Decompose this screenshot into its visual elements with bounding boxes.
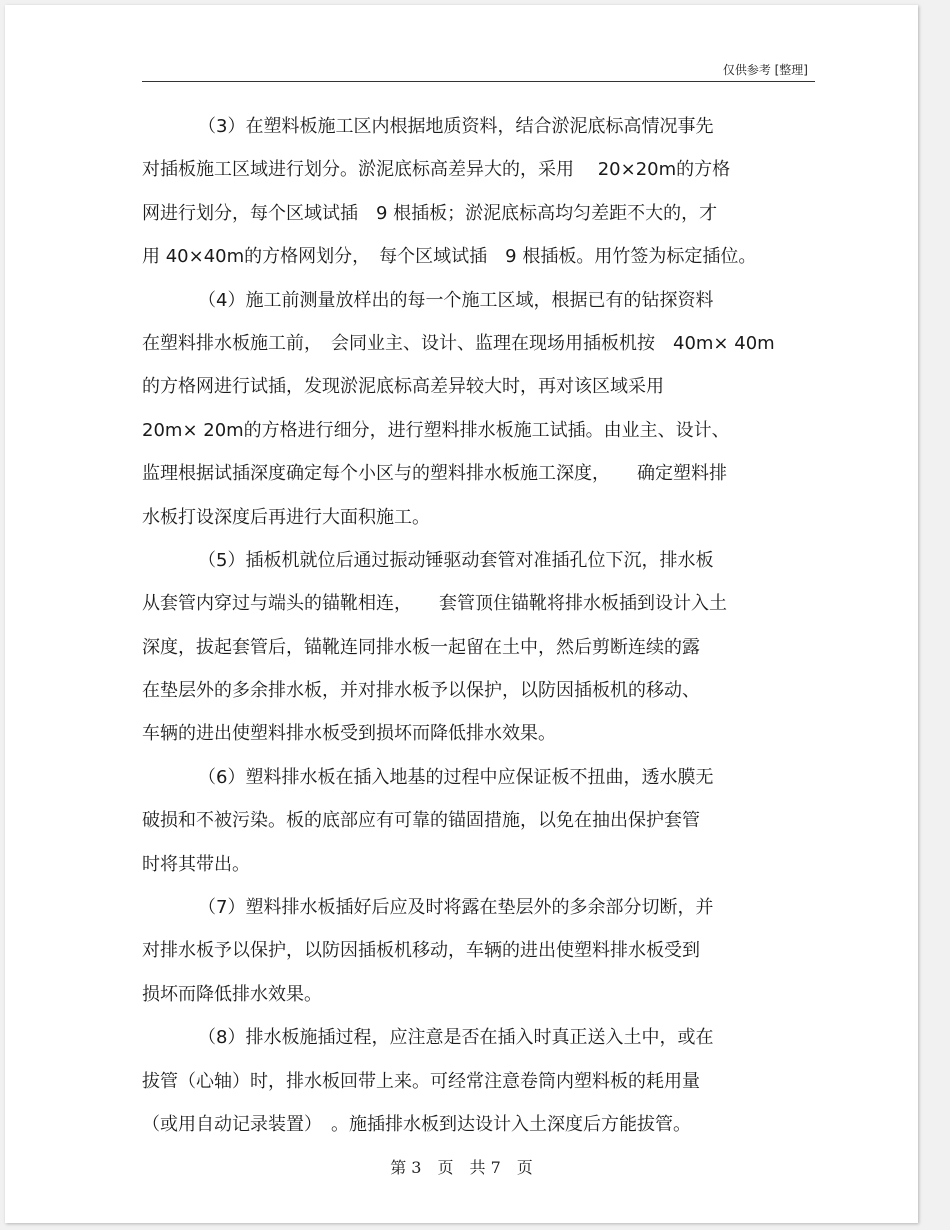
paragraph-line: 用 40×40m的方格网划分， 每个区域试插 9 根插板。用竹签为标定插位。 — [142, 246, 757, 268]
header-note: 仅供参考 [整理] — [722, 63, 808, 77]
paragraph-line: （3）在塑料板施工区内根据地质资料，结合淤泥底标高情况事先 — [198, 116, 714, 137]
paragraph-line: 的方格网进行试插，发现淤泥底标高差异较大时，再对该区域采用 — [142, 376, 664, 398]
paragraph — [142, 291, 832, 551]
paragraph-line: 深度，拔起套管后，锚靴连同排水板一起留在土中，然后剪断连续的露 — [142, 636, 700, 658]
paragraph-line: 车辆的进出使塑料排水板受到损坏而降低排水效果。 — [142, 723, 556, 745]
paragraph — [142, 117, 832, 291]
page-number: 第 3 页 共 7 页 — [390, 1158, 533, 1177]
paragraph-line: 监理根据试插深度确定每个小区与的塑料排水板施工深度， 确定塑料排 — [142, 463, 727, 485]
paragraph-line: 从套管内穿过与端头的锚靴相连， 套管顶住锚靴将排水板插到设计入土 — [142, 593, 727, 615]
paragraph-line: 在塑料排水板施工前， 会同业主、设计、监理在现场用插板机按 40m× 40m — [142, 332, 775, 354]
paragraph-line: 网进行划分，每个区域试插 9 根插板；淤泥底标高均匀差距不大的，才 — [142, 202, 718, 224]
paragraph — [142, 898, 832, 1028]
paragraph-line: （6）塑料排水板在插入地基的过程中应保证板不扭曲，透水膜无 — [198, 766, 714, 788]
paragraph-line: 对插板施工区域进行划分。淤泥底标高差异大的，采用 20×20m的方格 — [142, 159, 731, 181]
paragraph-line: 水板打设深度后再进行大面积施工。 — [142, 506, 430, 528]
document-page — [5, 5, 918, 1223]
paragraph — [142, 1028, 832, 1158]
paragraph-line: 损坏而降低排水效果。 — [142, 983, 322, 1005]
paragraph-line: （8）排水板施插过程，应注意是否在插入时真正送入土中，或在 — [198, 1027, 714, 1049]
paragraph — [142, 551, 832, 768]
paragraph-line: 时将其带出。 — [142, 853, 250, 875]
paragraph-line: （4）施工前测量放样出的每一个施工区域，根据已有的钻探资料 — [198, 289, 714, 311]
paragraph — [142, 768, 832, 898]
paragraph-line: 20m× 20m的方格进行细分，进行塑料排水板施工试插。由业主、设计、 — [142, 419, 730, 441]
paragraph-line: 破损和不被污染。板的底部应有可靠的锚固措施，以免在抽出保护套管 — [142, 810, 700, 832]
document-body — [142, 117, 832, 1158]
paragraph-line: （5）插板机就位后通过振动锤驱动套管对准插孔位下沉，排水板 — [198, 549, 714, 571]
paragraph-line: （或用自动记录装置） 。施插排水板到达设计入土深度后方能拔管。 — [142, 1113, 691, 1135]
header-divider — [142, 81, 815, 82]
paragraph-line: （7）塑料排水板插好后应及时将露在垫层外的多余部分切断，并 — [198, 897, 714, 919]
paragraph-line: 在垫层外的多余排水板，并对排水板予以保护，以防因插板机的移动、 — [142, 680, 700, 702]
paragraph-line: 对排水板予以保护，以防因插板机移动，车辆的进出使塑料排水板受到 — [142, 940, 700, 962]
paragraph-line: 拔管（心轴）时，排水板回带上来。可经常注意卷筒内塑料板的耗用量 — [142, 1070, 700, 1092]
